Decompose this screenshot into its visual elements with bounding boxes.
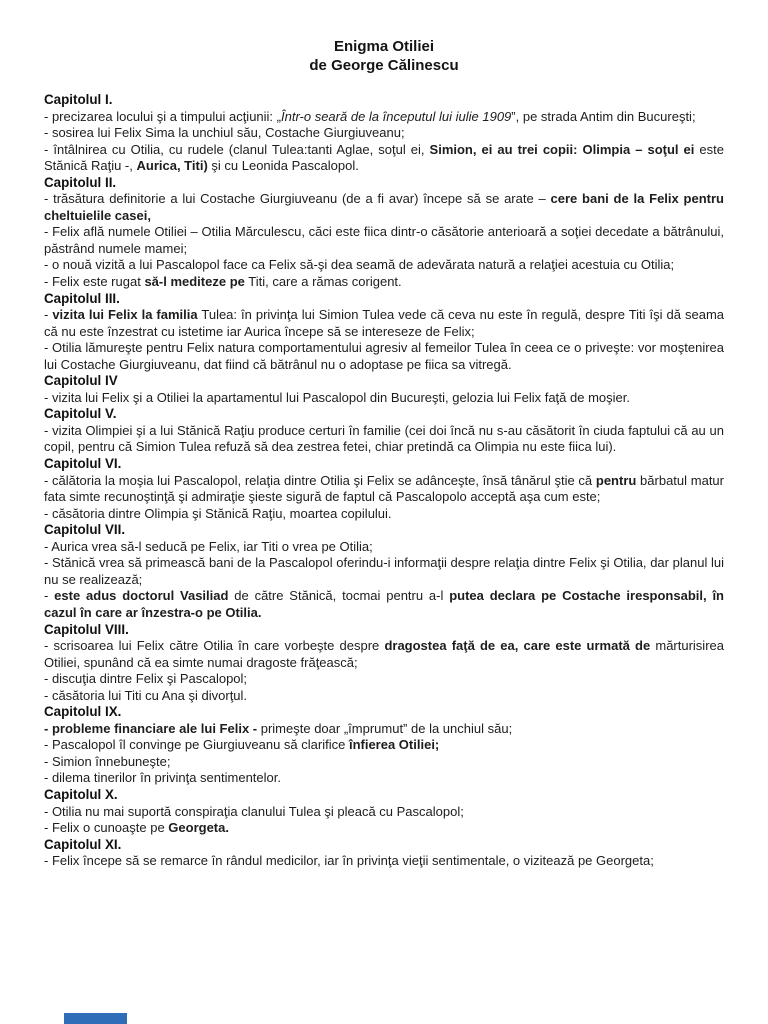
- chapter-heading: Capitolul V.: [44, 406, 117, 422]
- text-segment: - căsătoria lui Titi cu Ana şi divorţul.: [44, 687, 248, 703]
- text-segment: - o nouă vizită a lui Pascalopol face ca Felix să-şi dea seamă de adevărata natură a relaţiei acestuia cu Otilia;: [44, 257, 675, 273]
- chapter-item: [44, 555, 724, 588]
- text-segment: - întâlnirea cu Otilia, cu rudele (clanul Tulea:tanti Aglae, soţul ei,: [44, 141, 430, 157]
- text-segment: - discuţia dintre Felix şi Pascalopol;: [44, 671, 248, 687]
- chapter-item: [44, 539, 724, 556]
- chapter-item: [44, 340, 724, 373]
- chapter-heading: Capitolul II.: [44, 174, 117, 190]
- chapter-heading: Capitolul VII.: [44, 522, 126, 538]
- chapter-item: [44, 423, 724, 456]
- text-segment: Titi, care a rămas corigent.: [244, 274, 402, 290]
- chapter-item: [44, 754, 724, 771]
- text-segment: să-l mediteze pe: [144, 274, 245, 290]
- chapter-item: [44, 307, 724, 340]
- chapter-item: [44, 125, 724, 142]
- footer-blue-bar: [64, 1013, 127, 1024]
- text-segment: - Felix este rugat: [44, 274, 145, 290]
- text-segment: de către Stănică, tocmai pentru a-l: [228, 588, 450, 604]
- chapter-heading: Capitolul XI.: [44, 836, 122, 852]
- text-segment: putea declara pe Costache iresponsabil, în cazul în care ar înzestra-o pe Otilia.: [44, 588, 724, 620]
- chapter-heading: Capitolul X.: [44, 786, 118, 802]
- chapter-item: [44, 820, 724, 837]
- text-segment: Tulea: în privinţa lui Simion Tulea vede că ceva nu este în regulă, despre Titi îşi dă seama că nu este înzestrat cu istetime iar Aurica începe să se intereseze de Felix;: [44, 307, 724, 339]
- text-segment: - precizarea locului şi a timpului acţiunii: „: [44, 108, 281, 124]
- chapter-item: [44, 506, 724, 523]
- chapter-heading: Capitolul VIII.: [44, 621, 129, 637]
- text-segment: - Simion înnebuneşte;: [44, 753, 171, 769]
- chapter-heading: Capitolul VI.: [44, 456, 122, 472]
- text-segment: - vizita Olimpiei şi a lui Stănică Raţiu produce certuri în familie (cei doi încă nu s-au căsătorit în ciuda faptului că au un copil, pentru că Simion Tulea refuză să dea zestrea fetei, chiar pretindă ca Olimpia nu este fiica lui).: [44, 422, 724, 455]
- text-segment: - Stănică vrea să primească bani de la Pascalopol oferindu-i informaţii despre relaţia dintre Felix şi Otilia, dar planul lui nu se realizează;: [44, 555, 724, 587]
- text-segment: vizita lui Felix la familia: [52, 307, 198, 323]
- chapter-heading: Capitolul III.: [44, 290, 120, 306]
- chapter-item: [44, 257, 724, 274]
- text-segment: primeşte doar „împrumut” de la unchiul său;: [260, 720, 513, 736]
- chapter-item: [44, 224, 724, 257]
- text-segment: dragostea faţă de ea, care este urmată de: [384, 638, 651, 654]
- text-segment: -: [44, 307, 53, 323]
- text-segment: - Felix o cunoaşte pe: [44, 820, 169, 836]
- text-segment: înfierea Otiliei;: [348, 737, 440, 753]
- chapter-item: [44, 638, 724, 671]
- chapter-item: [44, 191, 724, 224]
- text-segment: - Otilia nu mai suportă conspiraţia clanului Tulea şi pleacă cu Pascalopol;: [44, 803, 464, 819]
- chapter-heading: Capitolul I.: [44, 92, 113, 107]
- chapter-item: [44, 853, 724, 870]
- chapter-item: [44, 109, 724, 126]
- chapters: [44, 92, 724, 870]
- text-segment: Simion, ei au trei copii: Olimpia – soţul ei: [429, 141, 695, 157]
- title-line-2: de George Călinescu: [309, 57, 459, 74]
- text-segment: cere bani de la Felix pentru cheltuielile casei,: [44, 191, 724, 223]
- text-segment: - scrisoarea lui Felix către Otilia în care vorbeşte despre: [44, 638, 385, 654]
- text-segment: -: [44, 588, 55, 604]
- chapter-item: [44, 671, 724, 688]
- text-segment: Aurica, Titi): [136, 158, 208, 174]
- text-segment: este Stănică Raţiu -,: [44, 141, 724, 174]
- chapter-item: [44, 721, 724, 738]
- text-segment: pentru: [595, 472, 637, 488]
- chapter-item: [44, 473, 724, 506]
- text-segment: - Felix află numele Otiliei – Otilia Mărculescu, căci este fiica dintr-o căsătorie anterioară a soţiei decedate a bătrânului, păstrând numele mamei;: [44, 224, 724, 256]
- text-segment: - probleme financiare ale lui Felix -: [44, 720, 261, 736]
- text-segment: - Pascalopol îl convinge pe Giurgiuveanu să clarifice: [44, 737, 349, 753]
- chapter-item: [44, 804, 724, 821]
- text-segment: este adus doctorul Vasiliad: [54, 588, 229, 604]
- text-segment: şi cu Leonida Pascalopol.: [207, 158, 359, 174]
- chapter-item: [44, 588, 724, 621]
- text-segment: ”, pe strada Antim din Bucureşti;: [511, 108, 696, 124]
- text-segment: Georgeta.: [168, 820, 229, 836]
- text-segment: - Aurica vrea să-l seducă pe Felix, iar Titi o vrea pe Otilia;: [44, 538, 373, 554]
- text-segment: - Otilia lămureşte pentru Felix natura comportamentului agresiv al femeilor Tulea în ceea ce o priveşte: vor moştenirea lui Costache Giurgiuveanu, dat fiind că bătrânul nu o adoptase pe fiica sa vitregă.: [44, 340, 724, 372]
- text-segment: - căsătoria dintre Olimpia şi Stănică Raţiu, moartea copilului.: [44, 505, 392, 521]
- document-title: [44, 37, 724, 75]
- chapter-heading: Capitolul IX.: [44, 704, 122, 720]
- text-segment: - sosirea lui Felix Sima la unchiul său, Costache Giurgiuveanu;: [44, 125, 405, 141]
- chapter-item: [44, 274, 724, 291]
- text-segment: mărturisirea Otiliei, spunând că ea simte numai dragoste frăţească;: [44, 638, 724, 670]
- title-line-1: Enigma Otiliei: [333, 38, 435, 55]
- text-segment: - Felix începe să se remarce în rândul medicilor, iar în privinţa vieţii sentimentale, o vizitează pe Georgeta;: [44, 853, 654, 869]
- text-segment: bărbatul matur fata simte recunoştinţă şi admiraţie şieste sigură de faptul că Pascalopolo acceptă aşa cum este;: [44, 472, 724, 505]
- chapter-item: [44, 142, 724, 175]
- text-segment: - trăsătura definitorie a lui Costache Giurgiuveanu (de a fi avar) începe să se arate –: [44, 191, 551, 207]
- chapter-item: [44, 770, 724, 787]
- chapter-item: [44, 390, 724, 407]
- chapter-heading: Capitolul IV: [44, 373, 118, 389]
- text-segment: Într-o seară de la începutul lui iulie 1909: [280, 108, 512, 124]
- text-segment: - vizita lui Felix şi a Otiliei la apartamentul lui Pascalopol din Bucureşti, gelozia lui Felix faţă de moşier.: [44, 389, 630, 405]
- chapter-item: [44, 737, 724, 754]
- text-segment: - dilema tinerilor în privinţa sentimentelor.: [44, 770, 281, 786]
- chapter-item: [44, 688, 724, 705]
- text-segment: - călătoria la moşia lui Pascalopol, relaţia dintre Otilia şi Felix se adânceşte, însă tânărul ştie că: [44, 472, 596, 488]
